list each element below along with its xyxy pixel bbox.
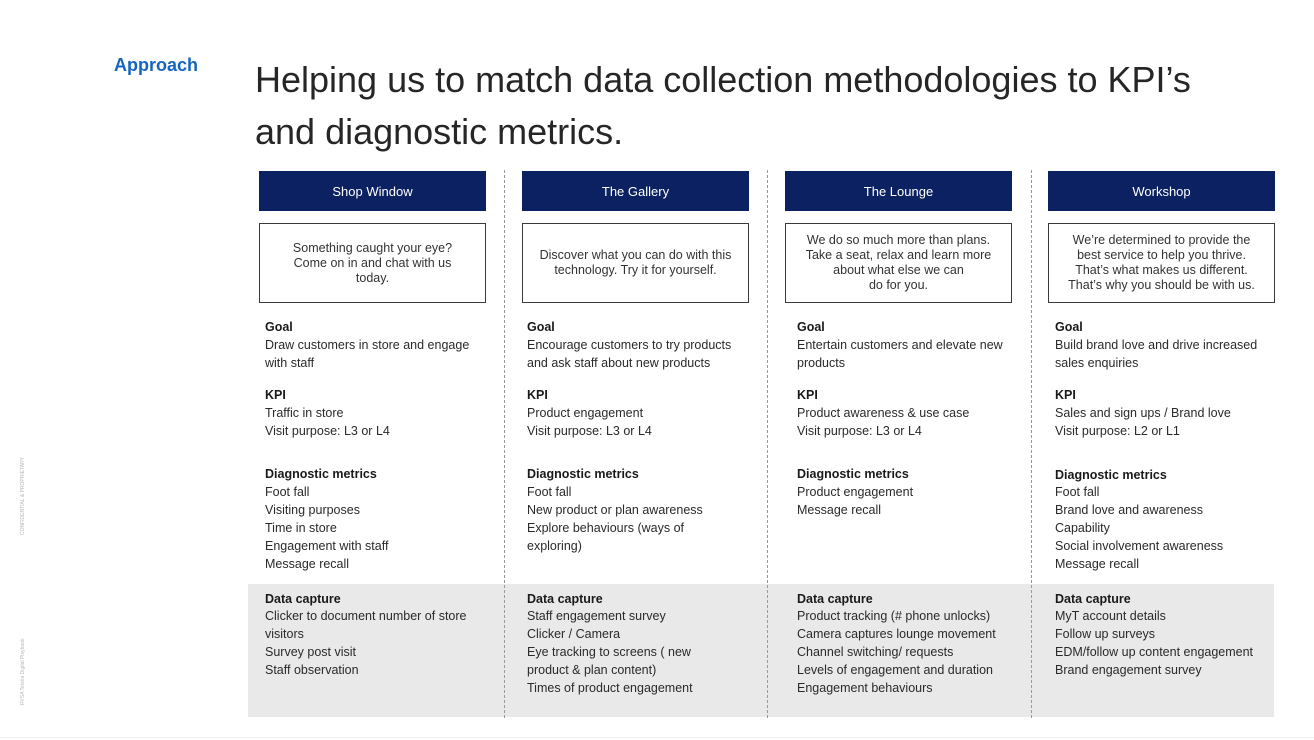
goal-text: Draw customers in store and engage with staff <box>265 338 470 370</box>
diagnostic-text: Foot fall New product or plan awareness Explore behaviours (ways of exploring) <box>527 485 703 553</box>
diagnostic-label: Diagnostic metrics <box>527 467 639 481</box>
confidential-note: CONFIDENTIAL & PROPRIETARY <box>20 457 26 535</box>
goal-label: Goal <box>1055 320 1083 334</box>
column-header: Workshop <box>1048 171 1275 211</box>
goal-text: Entertain customers and elevate new products <box>797 338 1003 370</box>
capture-text: Staff engagement survey Clicker / Camera Eye tracking to screens ( new product & plan content) Times of product engagement <box>527 609 693 695</box>
kpi-text: Traffic in store Visit purpose: L3 or L4 <box>265 406 390 438</box>
kpi-label: KPI <box>1055 388 1076 402</box>
kpi-text: Product engagement Visit purpose: L3 or L4 <box>527 406 652 438</box>
kpi-text: Sales and sign ups / Brand love Visit purpose: L2 or L1 <box>1055 406 1231 438</box>
diagnostic-label: Diagnostic metrics <box>797 467 909 481</box>
capture-label: Data capture <box>527 592 603 606</box>
column-header: The Lounge <box>785 171 1012 211</box>
goal-label: Goal <box>797 320 825 334</box>
goal-label: Goal <box>265 320 293 334</box>
column-header: The Gallery <box>522 171 749 211</box>
kpi-label: KPI <box>265 388 286 402</box>
kpi-text: Product awareness & use case Visit purpose: L3 or L4 <box>797 406 970 438</box>
kpi-label: KPI <box>527 388 548 402</box>
column-the-lounge <box>785 171 1012 292</box>
footer-rule <box>0 737 1314 738</box>
column-divider <box>504 170 505 718</box>
goal-text: Build brand love and drive increased sales enquiries <box>1055 338 1258 370</box>
goal-text: Encourage customers to try products and ask staff about new products <box>527 338 732 370</box>
diagnostic-text: Product engagement Message recall <box>797 485 914 517</box>
page-title: Helping us to match data collection methodologies to KPI’s and diagnostic metrics. <box>255 59 1191 152</box>
column-divider <box>1031 170 1032 718</box>
capture-label: Data capture <box>265 592 341 606</box>
column-shop-window <box>259 171 486 285</box>
capture-text: MyT account details Follow up surveys EDM/follow up content engagement Brand engagement survey <box>1055 609 1254 677</box>
capture-text: Clicker to document number of store visitors Survey post visit Staff observation <box>265 609 467 677</box>
capture-text: Product tracking (# phone unlocks) Camera captures lounge movement Channel switching/ requests Levels of engagement and duration Engagement behaviours <box>797 609 996 695</box>
diagnostic-label: Diagnostic metrics <box>1055 468 1167 482</box>
playbook-note: RVSA Telstra Digital Playbook <box>20 638 26 705</box>
column-divider <box>767 170 768 718</box>
capture-label: Data capture <box>1055 592 1131 606</box>
capture-label: Data capture <box>797 592 873 606</box>
kpi-label: KPI <box>797 388 818 402</box>
diagnostic-text: Foot fall Brand love and awareness Capability Social involvement awareness Message recall <box>1055 485 1224 571</box>
column-tagline: Something caught your eye? Come on in and chat with us today. <box>259 223 486 303</box>
column-the-gallery <box>522 171 749 277</box>
diagnostic-label: Diagnostic metrics <box>265 467 377 481</box>
column-workshop <box>1048 171 1275 292</box>
column-tagline: Discover what you can do with this technology. Try it for yourself. <box>522 223 749 303</box>
column-header: Shop Window <box>259 171 486 211</box>
eyebrow-label: Approach <box>114 55 199 75</box>
diagnostic-text: Foot fall Visiting purposes Time in store Engagement with staff Message recall <box>265 485 389 571</box>
column-tagline: We’re determined to provide the best service to help you thrive. That’s what makes us different. That’s why you should be with us. <box>1048 223 1275 303</box>
goal-label: Goal <box>527 320 555 334</box>
column-tagline: We do so much more than plans. Take a seat, relax and learn more about what else we can do for you. <box>785 223 1012 303</box>
